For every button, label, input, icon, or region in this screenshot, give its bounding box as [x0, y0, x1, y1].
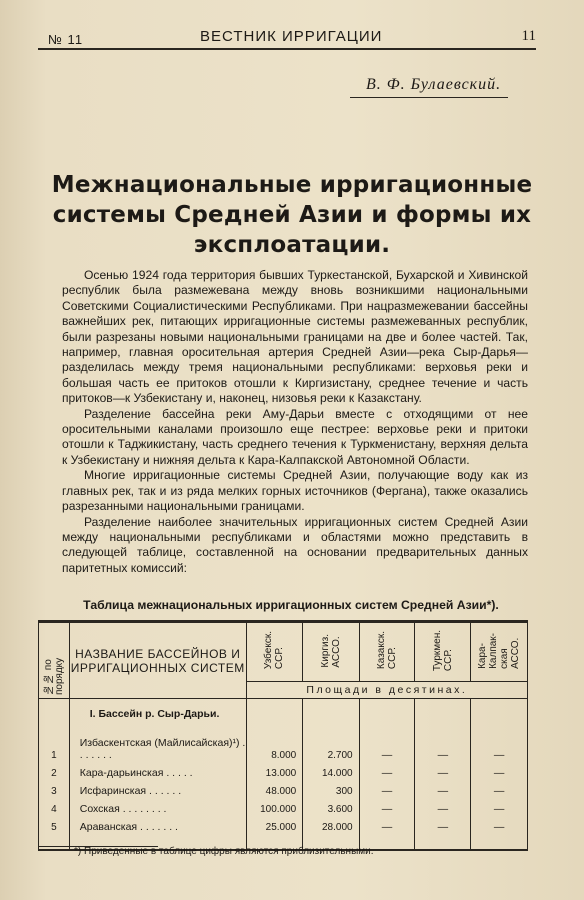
header-turkmen: Туркмен. ССР.: [415, 622, 471, 682]
paragraph-4: Разделение наиболее значительных ирригационных систем Средней Азии между национальными республиками и областями можно представить в следующей таблице, составленной на основании предварительных данных паритетных комиссий:: [62, 514, 528, 575]
table-row: 1 Избаскентская (Майлисайская)¹) . . . . . . . 8.000 2.700 — — —: [39, 729, 528, 761]
paragraph-1: Осенью 1924 года территория бывших Туркестанской, Бухарской и Хивинской республик была размежевана между вновь возникшими национальными Советскими Социалистическими Республиками. При нацразмежевании бассейны важнейших рек, питающих ирригационные системы размежеванных республик, были разрезаны новыми национальными границами на две и более частей. Так, например, главная оросительная артерия Средней Азии—река Сыр-Дарья—разделилась между тремя национальными республиками: верховья реки и большая часть ее притоков отошли к Киргизистану, среднее течение и часть притоков—к Узбекистану и, наконец, низовья реки к Казакстану.: [62, 268, 528, 406]
table-row: 3 Исфаринская . . . . . . 48.000 300 — — —: [39, 779, 528, 797]
header-name: НАЗВАНИЕ БАССЕЙНОВ И ИРРИГАЦИОННЫХ СИСТЕМ: [69, 622, 246, 699]
article-title: Межнациональные ирригационные системы Средней Азии и формы их эксплоатации.: [51, 172, 533, 258]
issue-number: № 11: [48, 32, 84, 47]
irrigation-table: [38, 620, 528, 851]
paragraph-3: Многие ирригационные системы Средней Азии, получающие воду как из главных рек, так и из ряда мелких горных источников (Фергана), также оказались разрезанными национальными границами.: [62, 468, 528, 514]
page-number: 11: [521, 28, 536, 44]
header-rule: [38, 48, 536, 50]
header-number: №№ по порядку: [39, 622, 70, 699]
journal-title: ВЕСТНИК ИРРИГАЦИИ: [200, 28, 383, 45]
table-title: Таблица межнациональных ирригационных систем Средней Азии*).: [83, 598, 499, 612]
article-body: [62, 268, 528, 576]
header-karakalpak: Кара- Калпак- ская АССО.: [471, 622, 528, 682]
header-kirgiz: Киргиз. АССО.: [303, 622, 359, 682]
header-kazakh: Казакск. ССР.: [359, 622, 415, 682]
section-row: [39, 699, 528, 730]
paragraph-2: Разделение бассейна реки Аму-Дарьи вместе с отходящими от нее оросительными каналами произошло еще пестрее: верховье реки и притоки отошли к Таджикистану, часть среднего течения к Туркменистану, верхняя дельта к Узбекистану и нижняя дельта к Кара-Калпакской Автономной Области.: [62, 406, 528, 467]
table-row: 5 Араванская . . . . . . . 25.000 28.000 — — —: [39, 815, 528, 833]
header-uzbek: Узбекск. ССР.: [246, 622, 303, 682]
table-row: 2 Кара-дарьинская . . . . . 13.000 14.000 — — —: [39, 761, 528, 779]
running-header: [40, 28, 540, 48]
author-underline: [350, 97, 508, 98]
author-name: В. Ф. Булаевский.: [366, 76, 502, 93]
section-title: I. Бассейн р. Сыр-Дарьи.: [69, 699, 246, 730]
units-row: Площади в десятинах.: [246, 682, 527, 699]
table-row: 4 Сохская . . . . . . . . 100.000 3.600 — — —: [39, 797, 528, 815]
footnote: *) Приведенные в таблице цифры являются приблизительными.: [74, 846, 374, 857]
